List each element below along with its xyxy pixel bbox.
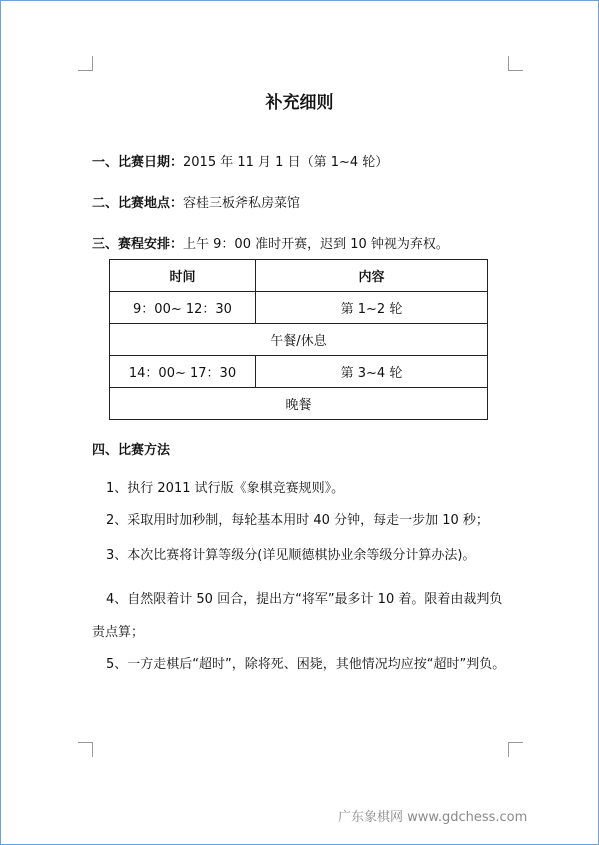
margin-corner-top-right [508, 56, 523, 71]
schedule-table [109, 259, 488, 420]
table-cell-content: 第 1~2 轮 [256, 292, 488, 324]
match-venue-value: 容桂三板斧私房菜馆 [183, 196, 301, 211]
site-watermark: 广东象棋网 www.gdchess.com [338, 810, 528, 825]
header-time: 时间 [110, 260, 256, 292]
rule-2: 2、采取用时加秒制，每轮基本用时 40 分钟，每走一步加 10 秒； [106, 513, 489, 528]
rule-3: 3、本次比赛将计算等级分(详见顺德棋协业余等级分计算办法)。 [106, 548, 476, 563]
match-date-value: 2015 年 11 月 1 日（第 1~4 轮） [183, 155, 389, 170]
match-venue-label: 二、比赛地点： [92, 196, 184, 211]
table-row [110, 356, 488, 388]
schedule-line [92, 233, 449, 252]
table-cell-time: 9：00~ 12：30 [110, 292, 256, 324]
table-cell-dinner: 晚餐 [110, 388, 488, 420]
table-row [110, 388, 488, 420]
document-title: 补充细则 [265, 93, 334, 113]
table-cell-time: 14：00~ 17：30 [110, 356, 256, 388]
table-cell-content: 第 3~4 轮 [256, 356, 488, 388]
margin-corner-bottom-left [78, 742, 93, 757]
header-content: 内容 [256, 260, 488, 292]
schedule-value: 上午 9：00 准时开赛，迟到 10 钟视为弃权。 [183, 237, 449, 252]
rule-4: 4、自然限着计 50 回合，提出方“将军”最多计 10 着。限着由裁判负责点算； [92, 592, 503, 640]
margin-corner-top-left [78, 56, 93, 71]
schedule-label: 三、赛程安排： [92, 237, 184, 252]
rule-5: 5、一方走棋后“超时”，除将死、困毙，其他情况均应按“超时”判负。 [106, 657, 506, 672]
match-date-line [92, 151, 388, 170]
match-venue-line [92, 192, 300, 211]
table-cell-lunch: 午餐/休息 [110, 324, 488, 356]
match-date-label: 一、比赛日期： [92, 155, 184, 170]
table-row [110, 292, 488, 324]
rule-1: 1、执行 2011 试行版《象棋竞赛规则》。 [106, 481, 345, 496]
margin-corner-bottom-right [508, 742, 523, 757]
method-heading [92, 439, 170, 458]
table-row [110, 324, 488, 356]
table-header-row [110, 260, 488, 292]
method-heading-text: 四、比赛方法 [92, 443, 171, 458]
